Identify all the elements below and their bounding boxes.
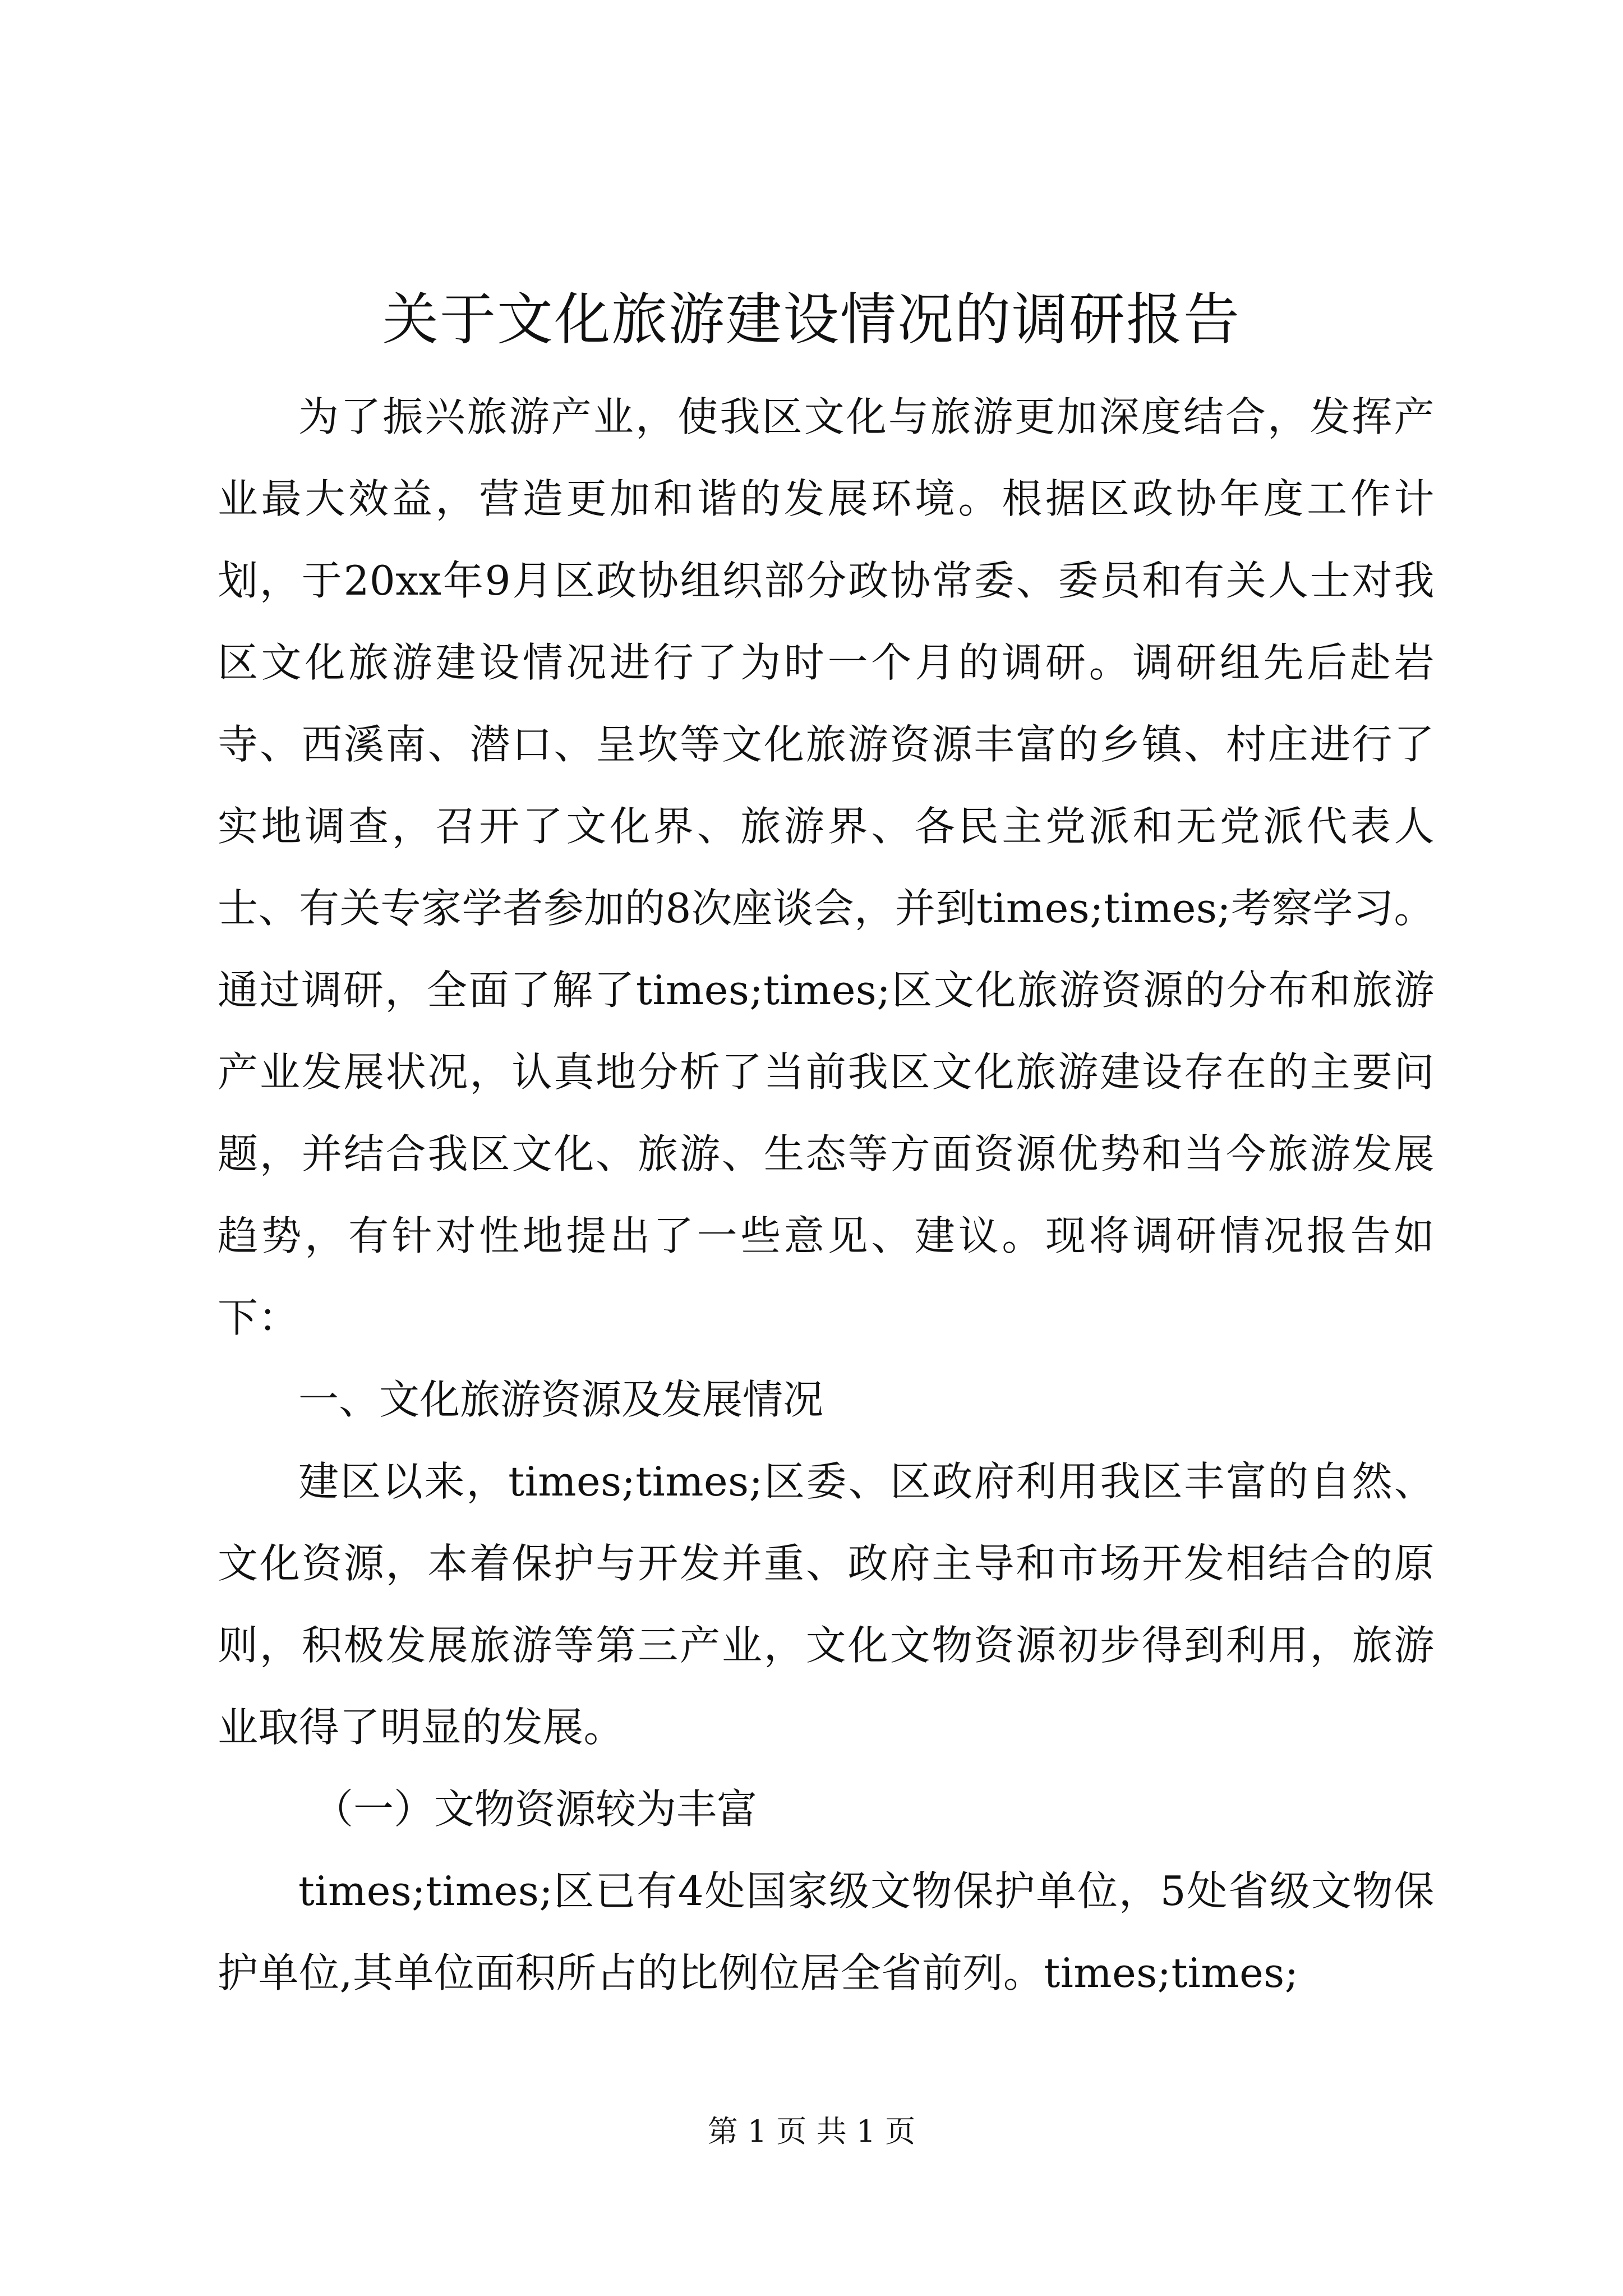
document-title: 关于文化旅游建设情况的调研报告 xyxy=(382,287,1241,352)
body-paragraph: times;times;区已有4处国家级文物保护单位，5处省级文物保护单位,其单位面积所占的比例位居全省前列。times;times; xyxy=(218,1867,1435,1996)
subsection-heading: （一）文物资源较为丰富 xyxy=(313,1786,758,1833)
body-paragraph: 建区以来，times;times;区委、区政府利用我区丰富的自然、文化资源，本着保护与开发并重、政府主导和市场开发相结合的原则，积极发展旅游等第三产业，文化文物资源初步得到利用，旅游业取得了明显的发展。 xyxy=(218,1458,1435,1751)
intro-paragraph: 为了振兴旅游产业，使我区文化与旅游更加深度结合，发挥产业最大效益，营造更加和谐的发展环境。根据区政协年度工作计划，于20xx年9月区政协组织部分政协常委、委员和有关人士对我区文化旅游建设情况进行了为时一个月的调研。调研组先后赴岩寺、西溪南、潜口、呈坎等文化旅游资源丰富的乡镇、村庄进行了实地调查，召开了文化界、旅游界、各民主党派和无党派代表人士、有关专家学者参加的8次座谈会，并到times;times;考察学习。通过调研，全面了解了times;times;区文化旅游资源的分布和旅游产业发展状况，认真地分析了当前我区文化旅游建设存在的主要问题，并结合我区文化、旅游、生态等方面资源优势和当今旅游发展趋势，有针对性地提出了一些意见、建议。现将调研情况报告如下： xyxy=(218,393,1435,1341)
section-heading: 一、文化旅游资源及发展情况 xyxy=(298,1376,824,1423)
document-body xyxy=(218,376,1435,2014)
page-footer: 第 1 页 共 1 页 xyxy=(707,2114,916,2149)
